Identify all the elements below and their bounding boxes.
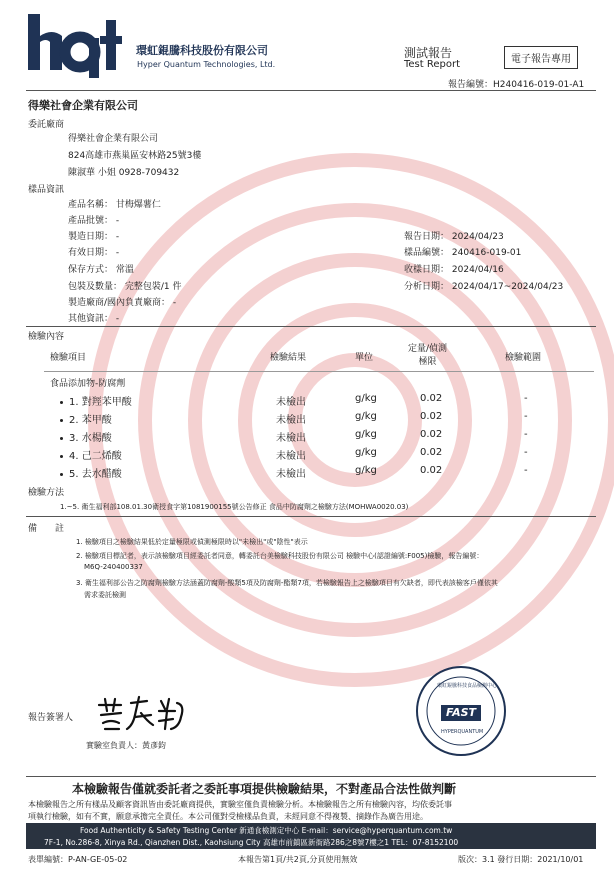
sample-field: 收樣日期： 2024/04/16	[404, 265, 504, 275]
sample-field: 樣品編號： 240416-019-01	[404, 248, 522, 258]
form-number: 表單編號：P-AN-GE-05-02	[28, 855, 128, 864]
sample-field: 分析日期： 2024/04/17~2024/04/23	[404, 282, 564, 292]
report-title-en: Test Report	[404, 59, 461, 70]
footer-headline: 本檢驗報告僅就委託者之委託事項提供檢驗結果，不對產品合法性做判斷	[72, 782, 457, 796]
table-row: 2. 苯甲酸 未檢出 g/kg 0.02 -	[0, 411, 614, 427]
handwritten-signature	[95, 695, 195, 735]
sample-field: 產品名稱： 甘梅爆薯仁	[68, 200, 161, 210]
seal-center-text: FAST	[446, 706, 477, 719]
sample-field: 報告日期： 2024/04/23	[404, 232, 504, 242]
note-item: 3. 衛生福利部公告之防腐劑檢驗方法涵蓋防腐劑-酸類5項及防腐劑-酯類7項，若檢驗報告上之檢驗項目有欠缺者，即代表該檢客戶僅依其	[76, 579, 498, 587]
tests-section-label: 檢驗內容	[28, 332, 65, 342]
report-number	[448, 77, 584, 90]
table-row: 3. 水楊酸 未檢出 g/kg 0.02 -	[0, 429, 614, 445]
seal-bottom-text: HYPERQUANTUM	[441, 729, 484, 735]
electronic-stamp: 電子報告專用	[504, 46, 578, 69]
signer-label: 報告簽署人	[28, 713, 74, 723]
footer-disclaimer-1: 本檢驗報告之所有樣品及顧客資訊皆由委託廠商提供，實驗室僅負責檢驗分析。本檢驗報告之所有檢驗內容，均依委託事	[28, 800, 452, 809]
report-number-label: 報告編號：	[448, 80, 494, 90]
table-row: 4. 己二烯酸 未檢出 g/kg 0.02 -	[0, 447, 614, 463]
header-divider	[44, 371, 594, 372]
method-section-label: 檢驗方法	[28, 488, 65, 498]
note-item: M6Q-240400337	[84, 563, 143, 571]
sample-field: 製造日期： -	[68, 232, 120, 242]
footer-disclaimer-2: 項執行檢驗，如有不實，願意承擔完全責任。本公司僅對受檢樣品負責，未經同意不得複製、摘錄作為廣告用途。	[28, 812, 428, 821]
lab-manager: 實驗室負責人：黃彥鈞	[86, 741, 166, 750]
col-header-loq: 定量/偵測 極限	[408, 344, 448, 367]
col-header-unit: 單位	[355, 353, 374, 363]
client-address: 824高雄市燕巢區安林路25號3樓	[68, 151, 202, 161]
note-item: 1. 檢驗項目之檢驗結果低於定量極限或偵測極限時以"未檢出"或"陰性"表示	[76, 538, 308, 546]
col-header-range: 檢驗範圍	[505, 353, 542, 363]
note-item: 2. 檢驗項目標記者，表示該檢驗項目經委託者同意，轉委託台美檢驗科技股份有限公司 檢驗中心(認證編號:F005)檢驗，報告編號：	[76, 552, 484, 560]
company-logo	[28, 14, 128, 78]
footer-contact-line-1: Food Authenticity & Safety Testing Center 新通食檢測定中心 E-mail：service@hyperquantum.com.tw	[80, 826, 453, 835]
company-name-en: Hyper Quantum Technologies, Ltd.	[137, 60, 276, 69]
version-info: 版次：3.1 發行日期：2021/10/01	[458, 855, 584, 864]
company-name-cn: 環虹錕騰科技股份有限公司	[136, 44, 268, 57]
sample-field: 包裝及數量： 完整包裝/1 件	[68, 282, 182, 292]
client-title: 得樂社會企業有限公司	[28, 99, 138, 112]
sample-field: 保存方式： 常溫	[68, 265, 134, 275]
client-name: 得樂社會企業有限公司	[68, 134, 159, 144]
col-header-result: 檢驗結果	[270, 353, 307, 363]
notes-section-label: 備 註	[28, 524, 65, 534]
sample-field: 其他資訊： -	[68, 314, 120, 324]
sample-section-label: 樣品資訊	[28, 185, 65, 195]
test-group: 食品添加物-防腐劑	[50, 379, 126, 389]
sample-field: 製造廠商/國內負責廠商： -	[68, 298, 177, 308]
sample-field: 產品批號： -	[68, 216, 120, 226]
table-row: 1. 對羥苯甲酸 未檢出 g/kg 0.02 -	[0, 393, 614, 409]
col-header-item: 檢驗項目	[50, 353, 87, 363]
footer-contact-line-2: 7F-1, No.286-8, Xinya Rd., Qianzhen Dist., Kaohsiung City 高雄市前鎮區新衙路286之8號7樓之1 TEL：07-8152100	[44, 838, 459, 847]
report-title-cn: 測試報告	[404, 46, 453, 60]
fast-seal	[415, 665, 507, 757]
method-text: 1.~5. 衛生福利部108.01.30衛授食字第1081900155號公告修正 食品中防腐劑之檢驗方法(MOHWA0020.03)	[60, 503, 409, 511]
sample-field: 有效日期： -	[68, 248, 120, 258]
seal-top-text: 環虹錕騰科技食品檢測中心	[437, 683, 498, 689]
note-item: 需求委託檢測	[84, 591, 126, 599]
page-info: 本報告第1頁/共2頁,分頁使用無效	[238, 855, 358, 864]
client-contact: 陳淑華 小姐 0928-709432	[68, 168, 180, 178]
report-number-value: H240416-019-01-A1	[493, 80, 585, 90]
client-section-label: 委託廠商	[28, 120, 65, 130]
table-row: 5. 去水醋酸 未檢出 g/kg 0.02 -	[0, 465, 614, 481]
